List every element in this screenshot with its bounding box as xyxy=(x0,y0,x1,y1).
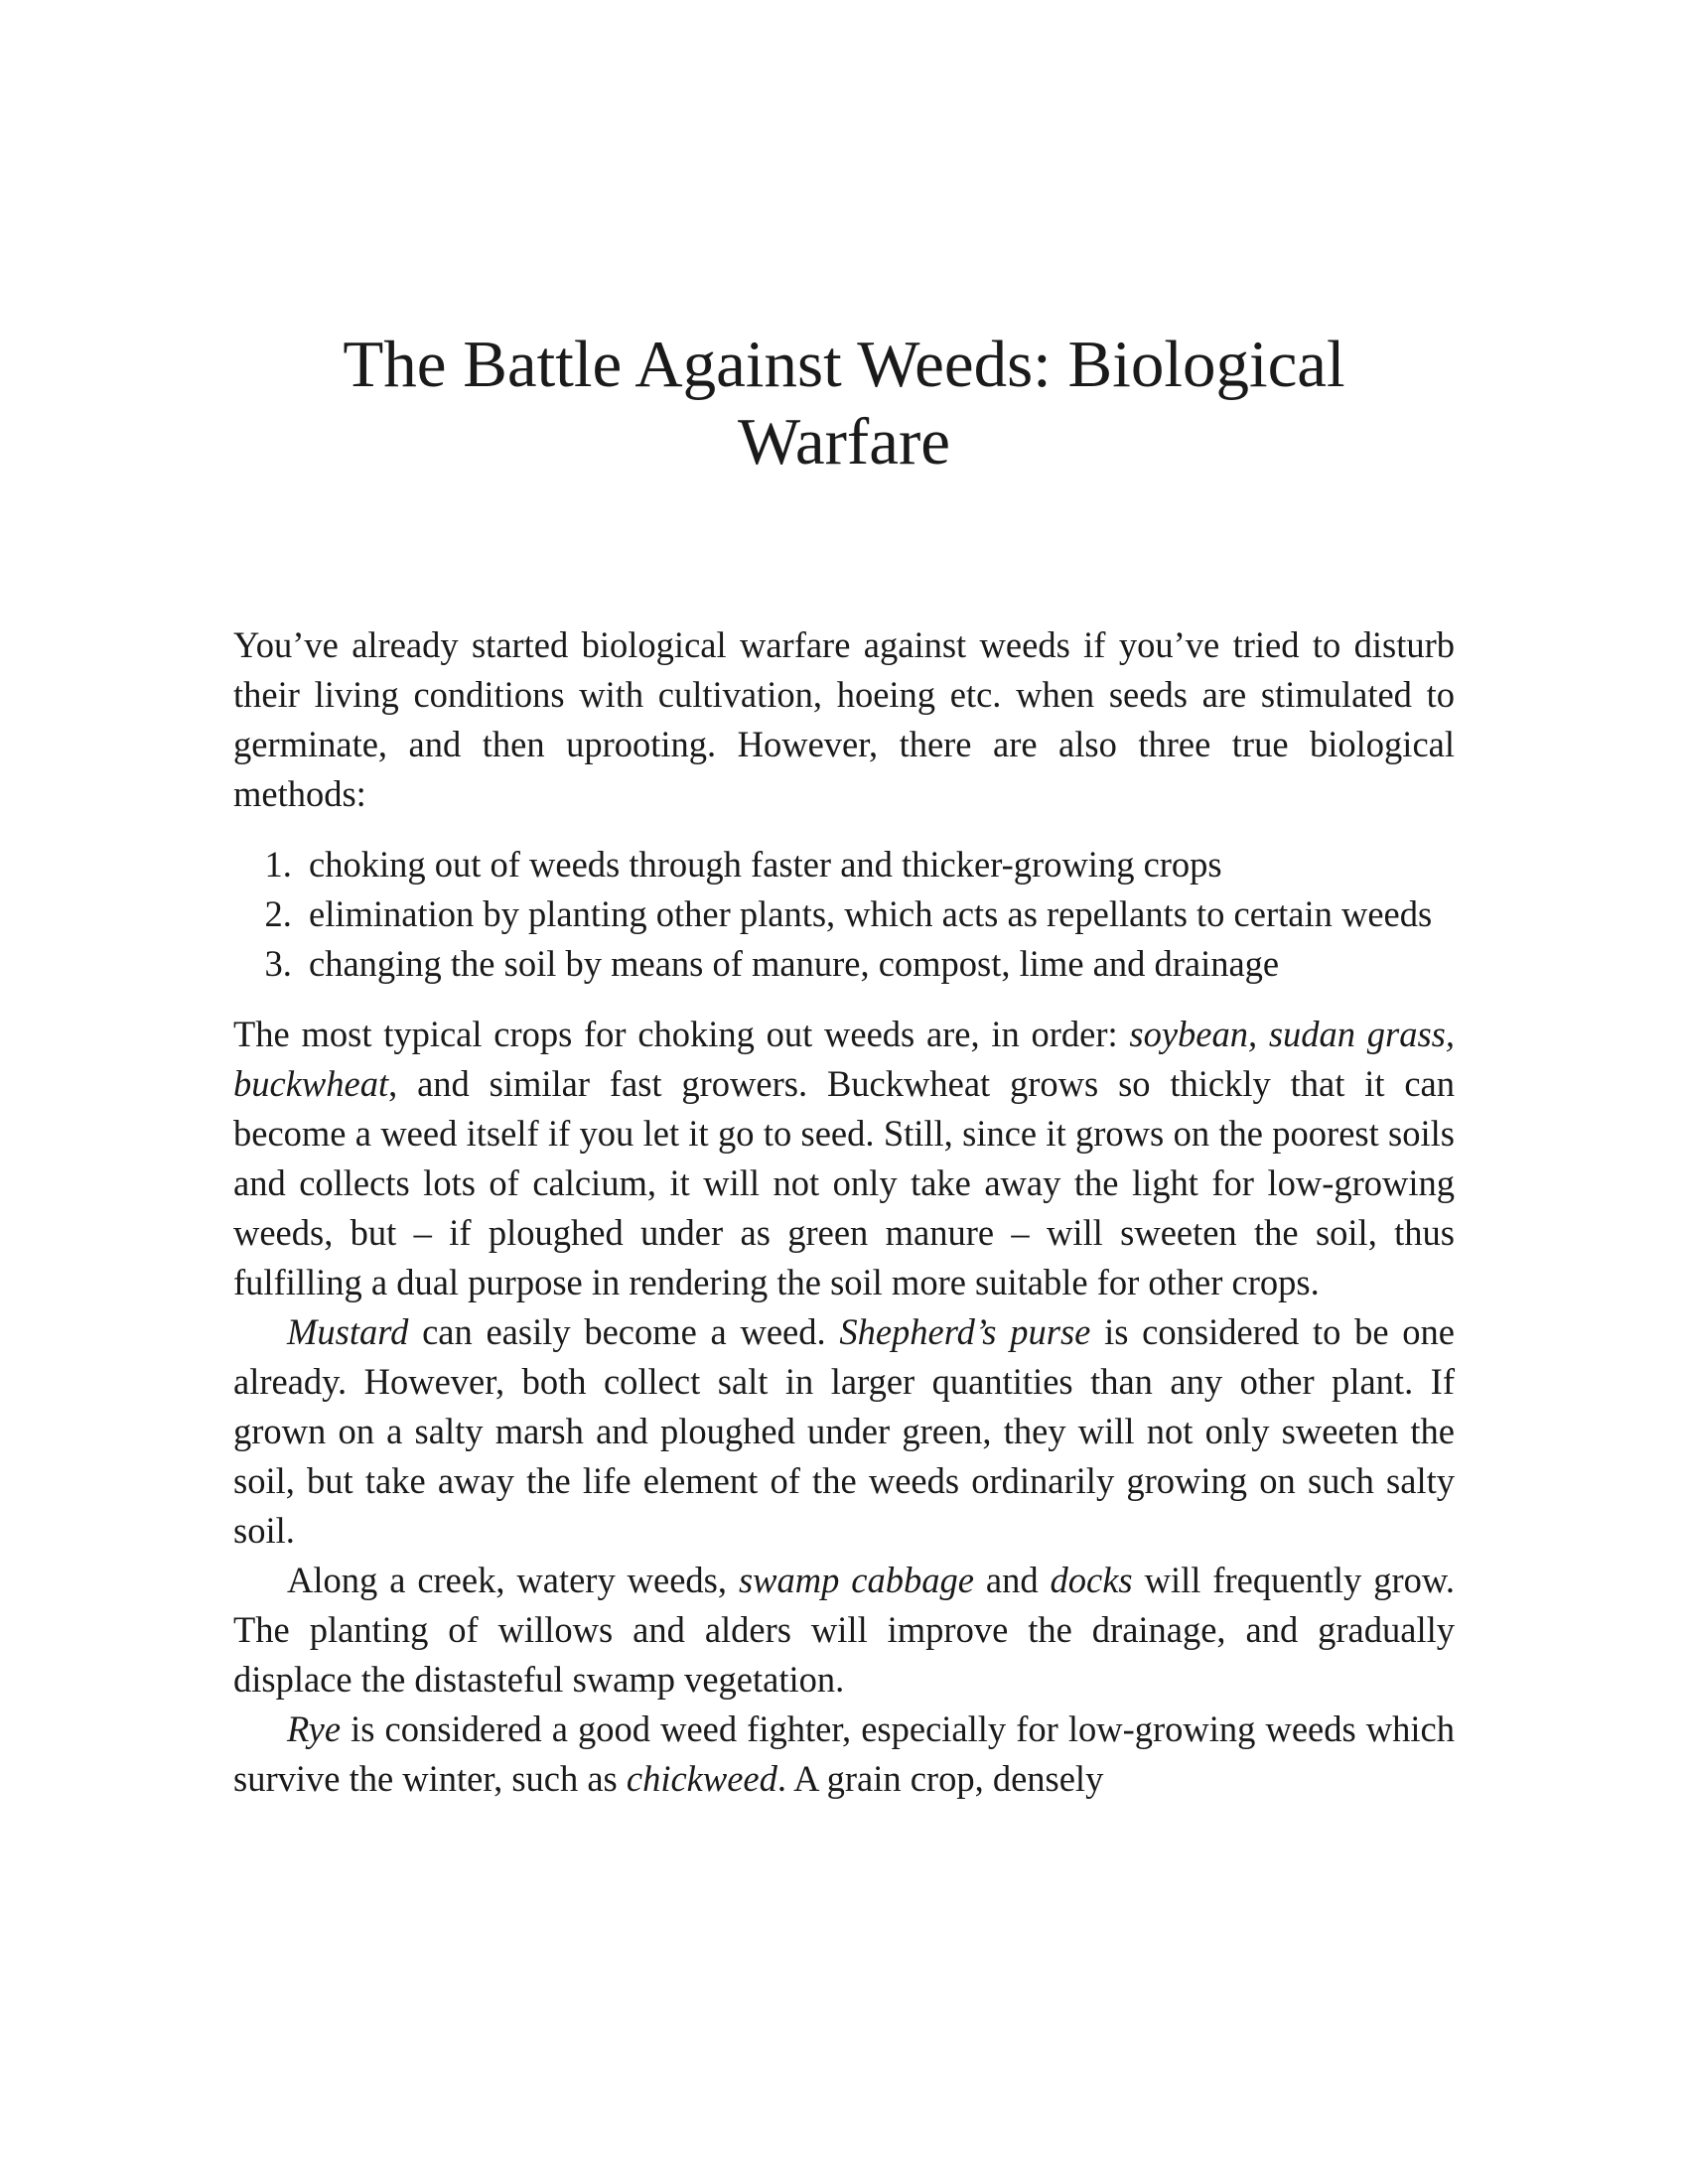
italic-term: docks xyxy=(1050,1560,1133,1600)
text-run: is considered a good weed fighter, especially for low-growing weeds which survive the winter, such as xyxy=(233,1708,1455,1799)
text-run: , and similar fast growers. Buckwheat grows so thickly that it can become a weed itself if you let it go to seed. Still, since it grows on the poorest soils and collects lots of calcium, it will not only take away the light for low-growing weeds, but – if ploughed under as green manure – will sweeten the soil, thus fulfilling a dual purpose in rendering the soil more suitable for other crops. xyxy=(233,1063,1455,1302)
text-run: will frequently grow. The planting of willows and alders will improve the drainage, and gradually displace the distasteful swamp vegetation. xyxy=(233,1560,1456,1700)
italic-term: swamp cabbage xyxy=(738,1560,974,1600)
italic-term: chickweed xyxy=(626,1758,777,1799)
intro-paragraph: You’ve already started biological warfare against weeds if you’ve tried to disturb their living conditions with cultivation, hoeing etc. when seeds are stimulated to germinate, and then uprooting. However, there are also three true biological methods: xyxy=(233,624,1455,814)
text-run: and xyxy=(973,1560,1051,1600)
rye-paragraph xyxy=(233,1705,1455,1804)
text-run: Along a creek, watery weeds, xyxy=(287,1560,739,1600)
choking-crops-paragraph xyxy=(233,1010,1455,1307)
list-item: 3. changing the soil by means of manure, compost, lime and drainage xyxy=(301,939,1455,989)
italic-term: Rye xyxy=(287,1708,342,1749)
text-run: . A grain crop, densely xyxy=(776,1758,1104,1799)
methods-list xyxy=(233,840,1455,989)
text-run: The most typical crops for choking out weeds are, in order: xyxy=(233,1014,1130,1054)
page-title-line-2: Warfare xyxy=(737,405,951,478)
list-item: 1. choking out of weeds through faster and thicker-growing crops xyxy=(301,840,1455,889)
list-item: 2. elimination by planting other plants, which acts as repellants to certain weeds xyxy=(301,889,1455,939)
body-text xyxy=(233,620,1455,1804)
text-run: can easily become a weed. xyxy=(408,1311,840,1352)
mustard-paragraph xyxy=(233,1307,1455,1556)
creek-paragraph xyxy=(233,1556,1455,1705)
italic-term: soybean, sudan grass, buckwheat xyxy=(233,1014,1455,1104)
page-title xyxy=(233,326,1455,480)
text-run: is considered to be one already. However, both collect salt in larger quantities than any other plant. If grown on a salty marsh and ploughed under green, they will not only sweeten the soil, but take away the life element of the weeds ordinarily growing on such salty soil. xyxy=(233,1311,1455,1551)
italic-term: Shepherd’s purse xyxy=(839,1311,1091,1352)
page-title-line-1: The Battle Against Weeds: Biological xyxy=(343,328,1345,401)
italic-term: Mustard xyxy=(287,1311,409,1352)
